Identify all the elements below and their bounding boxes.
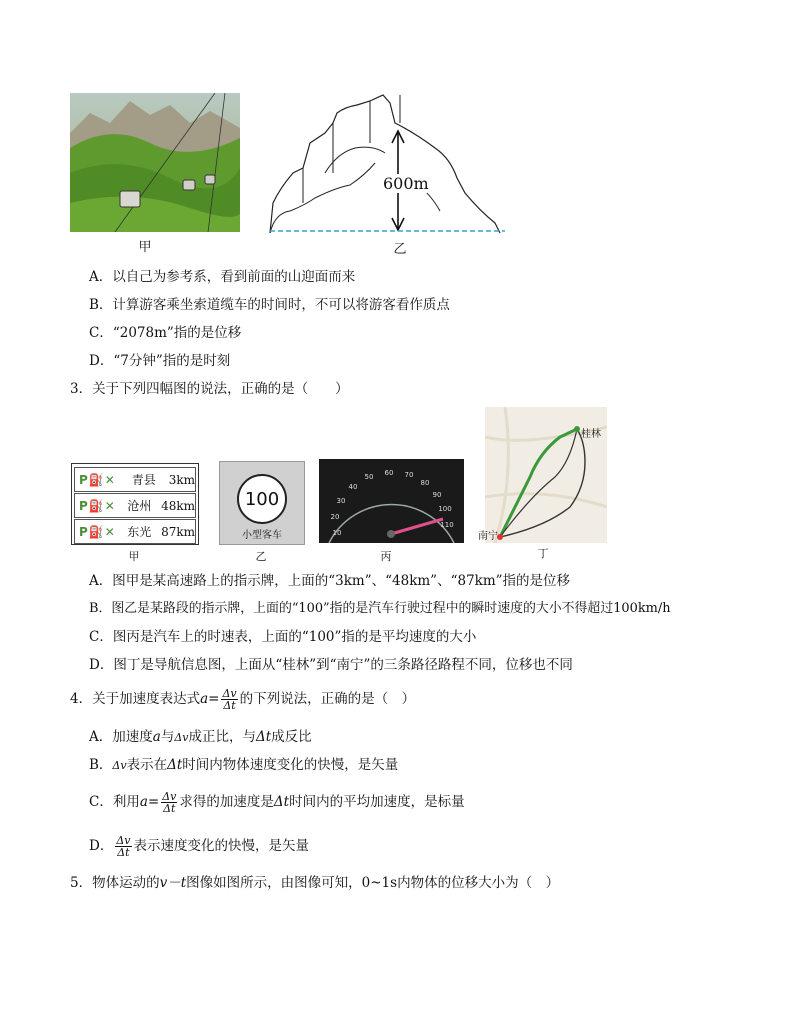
q2-option-a: A．以自己为参考系，看到前面的山迎面而来: [89, 269, 356, 285]
fraction-denominator: Δt: [223, 699, 236, 712]
q3-caption-ding: 丁: [537, 547, 549, 560]
highway-sign: [71, 463, 199, 545]
symbol-dv: Δv: [112, 759, 127, 772]
speed-limit-circle: [237, 474, 287, 524]
q4d-fraction: [115, 835, 131, 858]
cable-car-photo: [70, 93, 240, 232]
q4-stem-pre: 4．关于加速度表达式: [70, 691, 201, 707]
svg-text:30: 30: [336, 497, 346, 505]
q3-option-c: C．图丙是汽车上的时速表，上面的“100”指的是平均速度的大小: [89, 629, 477, 645]
symbol-dt: Δt: [255, 729, 272, 745]
q2-option-c: C．“2078m”指的是位移: [89, 325, 242, 341]
fraction-numerator: Δv: [222, 687, 237, 700]
text: D．: [89, 838, 114, 854]
q4c-fraction: [161, 791, 177, 814]
symbol-dt: Δt: [167, 757, 183, 773]
q2-option-d: D．“7分钟”指的是时刻: [89, 353, 231, 369]
svg-text:60: 60: [384, 469, 394, 477]
text: 表示速度变化的快慢，是矢量: [133, 838, 309, 854]
figure1-caption-yi: 乙: [393, 242, 407, 257]
text: 成正比，与: [188, 729, 256, 745]
q3-option-d: D．图丁是导航信息图，上面从“桂林”到“南宁”的三条路径路程不同，位移也不同: [89, 657, 573, 673]
sign-place: 青县: [131, 473, 156, 487]
symbol-a: a: [139, 794, 148, 810]
sign-row: [74, 493, 196, 518]
speed-limit-sign: [219, 461, 305, 545]
text: 时间内物体速度变化的快慢，是矢量: [182, 757, 399, 773]
text: 成反比: [271, 729, 312, 745]
sign-distance: 48km: [161, 498, 195, 513]
speed-limit-value: 100: [244, 488, 280, 510]
symbol-vt: v－t: [159, 875, 187, 891]
text: C．利用: [89, 794, 140, 810]
svg-text:50: 50: [364, 473, 374, 481]
q3-option-b: B．图乙是某路段的指示牌，上面的“100”指的是汽车行驶过程中的瞬时速度的大小不得超过100km/h: [89, 601, 671, 616]
q4-option-c: [89, 788, 465, 816]
svg-text:40: 40: [348, 483, 358, 491]
map-label-end: 桂林: [581, 429, 601, 440]
fraction-numerator: Δv: [162, 790, 177, 803]
navigation-map: [478, 407, 607, 543]
svg-text:20: 20: [330, 513, 340, 521]
sign-distance: 87km: [161, 524, 195, 539]
fraction-denominator: Δt: [163, 802, 176, 815]
map-label-start: 南宁: [478, 531, 498, 542]
sign-distance: 3km: [168, 472, 195, 487]
text: 图像如图所示，由图像可知，0~1s内物体的位移大小为（ ）: [186, 875, 560, 891]
svg-text:10: 10: [332, 529, 342, 537]
q3-caption-yi: 乙: [255, 550, 267, 563]
sign-place: 沧州: [127, 499, 152, 513]
speedometer: [319, 459, 464, 543]
q3-caption-bing: 丙: [380, 550, 392, 563]
text: =: [147, 794, 160, 810]
text: 表示在: [126, 757, 168, 773]
q4-stem-post: 的下列说法，正确的是（ ）: [239, 691, 416, 707]
svg-text:70: 70: [404, 471, 414, 479]
svg-text:80: 80: [420, 479, 430, 487]
text: 5．物体运动的: [70, 875, 160, 891]
service-area-icon: P⛽✕: [79, 524, 116, 539]
q2-option-b: B．计算游客乘坐索道缆车的时间时，不可以将游客看作质点: [89, 297, 450, 313]
sign-row: [74, 519, 196, 544]
service-area-icon: P⛽✕: [79, 498, 116, 513]
q4-stem: [70, 685, 415, 713]
text: A．加速度: [89, 729, 153, 745]
sign-row: [74, 467, 196, 492]
speed-limit-text: 小型客车: [242, 530, 282, 541]
q3-stem: 3．关于下列四幅图的说法，正确的是（ ）: [70, 381, 349, 397]
q4-fraction: [221, 688, 237, 711]
q5-stem: [70, 874, 559, 892]
figure1-caption-jia: 甲: [138, 240, 152, 255]
text: 时间内的平均加速度，是标量: [289, 794, 465, 810]
symbol-dt: Δt: [273, 794, 290, 810]
q4-eq: =: [208, 691, 220, 707]
symbol-dv: Δv: [174, 731, 189, 744]
mountain-sketch: [265, 93, 510, 243]
q4-symbol-a: a: [200, 691, 209, 707]
text: 与: [160, 729, 175, 745]
text: B．: [89, 757, 113, 773]
svg-text:90: 90: [432, 491, 442, 499]
q4-option-a: [89, 728, 312, 747]
q4-option-b: [89, 756, 398, 775]
q3-caption-jia: 甲: [128, 550, 140, 563]
height-label: 600m: [383, 174, 429, 193]
text: 求得的加速度是: [179, 794, 274, 810]
q3-option-a: A．图甲是某高速路上的指示牌，上面的“3km”、“48km”、“87km”指的是位移: [89, 573, 571, 589]
sign-place: 东光: [127, 525, 152, 539]
q4-option-d: [89, 832, 309, 860]
symbol-a: a: [152, 729, 161, 745]
service-area-icon: P⛽✕: [79, 472, 116, 487]
fraction-denominator: Δt: [117, 846, 130, 859]
svg-text:110: 110: [440, 521, 454, 529]
fraction-numerator: Δv: [116, 834, 131, 847]
svg-text:100: 100: [438, 505, 452, 513]
